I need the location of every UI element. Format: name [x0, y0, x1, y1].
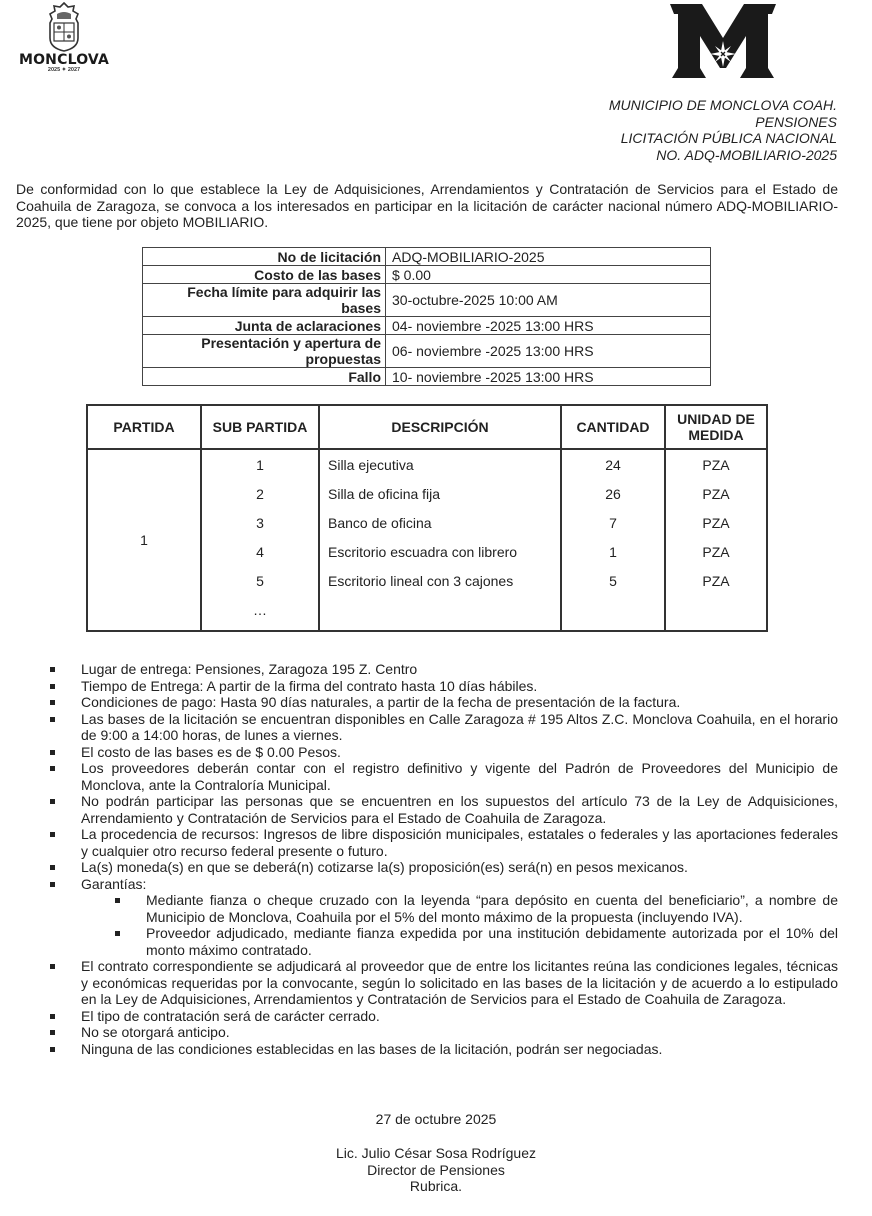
logo-years: 2025 ✦ 2027: [47, 67, 81, 73]
sub-partida-cell: 1: [256, 457, 264, 473]
cantidad-cell: 7: [609, 515, 617, 531]
descripcion-cell: Escritorio escuadra con librero: [328, 544, 518, 560]
info-row: [143, 266, 711, 284]
info-row: [143, 284, 711, 317]
sub-partida-cell: 2: [256, 486, 264, 502]
info-value: 10- noviembre -2025 13:00 HRS: [386, 368, 711, 386]
descripcion-cell: Banco de oficina: [328, 515, 432, 531]
list-item: El contrato correspondiente se adjudicará al proveedor que de entre los licitantes reúna las condiciones legales, técnicas y económicas requeridas por la convocante, según lo solicitado en las bases de la licitación y de acuerdo a lo estipulado en la Ley de Adquisiciones, Arrendamientos y Contratación de Servicios para el Estado de Coahuila de Zaragoza.: [45, 958, 838, 1008]
intro-paragraph: De conformidad con lo que establece la Ley de Adquisiciones, Arrendamientos y Contratación de Servicios para el Estado de Coahuila de Zaragoza, se convoca a los interesados en participar en la licitación de carácter nacional número ADQ-MOBILIARIO-2025, que tiene por objeto MOBILIARIO.: [16, 181, 838, 230]
info-value: ADQ-MOBILIARIO-2025: [386, 248, 711, 266]
monclova-logo: [14, 2, 114, 82]
header-cantidad: CANTIDAD: [561, 405, 665, 449]
signer-rubrica: Rubrica.: [409, 1178, 463, 1194]
cantidad-cell: 5: [609, 573, 617, 589]
list-item: Tiempo de Entrega: A partir de la firma del contrato hasta 10 días hábiles.: [45, 678, 838, 695]
info-row: [143, 368, 711, 386]
info-value: 04- noviembre -2025 13:00 HRS: [386, 317, 711, 335]
list-item: Garantías:: [45, 876, 838, 893]
unidad-cell: PZA: [702, 457, 730, 473]
cantidad-column: [561, 449, 665, 631]
info-label: Junta de aclaraciones: [143, 317, 386, 335]
pensiones-m-logo: [664, 2, 782, 80]
logo-city-name: MONCLOVA: [18, 52, 110, 68]
sub-partida-cell: 4: [256, 544, 264, 560]
list-item: El tipo de contratación será de carácter cerrado.: [45, 1008, 838, 1025]
sub-partida-ellipsis: …: [253, 602, 267, 618]
header-unidad-medida: UNIDAD DE MEDIDA: [665, 405, 767, 449]
list-item: La procedencia de recursos: Ingresos de libre disposición municipales, estatales o federales y las aportaciones federales y cualquier otro recurso federal presente o futuro.: [45, 826, 838, 859]
cantidad-cell: 24: [605, 457, 621, 473]
partidas-table: [86, 404, 768, 632]
info-value: 06- noviembre -2025 13:00 HRS: [386, 335, 711, 368]
sub-list-item: Mediante fianza o cheque cruzado con la leyenda “para depósito en cuenta del beneficiario”, a nombre de Municipio de Monclova, Coahuila por el 5% del monto máximo de la propuesta (incluyendo IVA).: [45, 892, 838, 925]
info-value: $ 0.00: [386, 266, 711, 284]
sub-partida-cell: 3: [256, 515, 264, 531]
list-item: Condiciones de pago: Hasta 90 días naturales, a partir de la fecha de presentación de la factura.: [45, 694, 838, 711]
info-label: Costo de las bases: [143, 266, 386, 284]
conditions-list: [45, 661, 838, 1057]
list-item: Ninguna de las condiciones establecidas en las bases de la licitación, podrán ser negociadas.: [45, 1041, 838, 1058]
unidad-cell: PZA: [702, 486, 730, 502]
descripcion-cell: Escritorio lineal con 3 cajones: [328, 573, 514, 589]
licitacion-info-table: [142, 247, 711, 386]
info-label: No de licitación: [143, 248, 386, 266]
signer-title: Director de Pensiones: [367, 1161, 505, 1178]
unidad-column: [665, 449, 767, 631]
unidad-cell: PZA: [702, 515, 730, 531]
document-header: [609, 97, 837, 163]
sub-partida-cell: 5: [256, 573, 264, 589]
table-header-row: [87, 405, 767, 449]
list-item: Los proveedores deberán contar con el registro definitivo y vigente del Padrón de Proveedores del Municipio de Monclova, ante la Contraloría Municipal.: [45, 760, 838, 793]
signer-name: Lic. Julio César Sosa Rodríguez: [336, 1145, 536, 1161]
list-item: No se otorgará anticipo.: [45, 1024, 838, 1041]
descripcion-column: [319, 449, 561, 631]
list-item: Las bases de la licitación se encuentran disponibles en Calle Zaragoza # 195 Altos Z.C. Monclova Coahuila, en el horario de 9:00 a 14:00 horas, de lunes a viernes.: [45, 711, 838, 744]
list-item: La(s) moneda(s) en que se deberá(n) cotizarse la(s) proposición(es) será(n) en pesos mexicanos.: [45, 859, 838, 876]
cantidad-cell: 1: [609, 544, 617, 560]
descripcion-cell: Silla de oficina fija: [328, 486, 441, 502]
header-sub-partida: SUB PARTIDA: [201, 405, 319, 449]
info-label: Fallo: [143, 368, 386, 386]
info-value: 30-octubre-2025 10:00 AM: [386, 284, 711, 317]
info-label: Fecha límite para adquirir las bases: [143, 284, 386, 317]
descripcion-cell: Silla ejecutiva: [328, 457, 414, 473]
info-row: [143, 317, 711, 335]
header-partida: PARTIDA: [87, 405, 201, 449]
coat-of-arms-icon: [47, 2, 81, 52]
header-descripcion: DESCRIPCIÓN: [319, 405, 561, 449]
sub-partida-column: [201, 449, 319, 631]
info-row: [143, 335, 711, 368]
list-item: El costo de las bases es de $ 0.00 Pesos.: [45, 744, 838, 761]
unidad-cell: PZA: [702, 573, 730, 589]
header-licitacion-numero: NO. ADQ-MOBILIARIO-2025: [656, 146, 837, 163]
table-body-row: [87, 449, 767, 631]
header-municipio: MUNICIPIO DE MONCLOVA COAH.: [608, 97, 837, 113]
sub-list-item: Proveedor adjudicado, mediante fianza expedida por una institución debidamente autorizada por el 10% del monto máximo contratado.: [45, 925, 838, 958]
header-dependencia: PENSIONES: [755, 113, 837, 130]
list-item: No podrán participar las personas que se encuentren en los supuestos del artículo 73 de la Ley de Adquisiciones, Arrendamiento y Contratación de Servicios para el Estado de Coahuila de Zaragoza.: [45, 793, 838, 826]
closing-date: 27 de octubre 2025: [375, 1111, 497, 1127]
info-row: [143, 248, 711, 266]
signature-block: [0, 1145, 872, 1195]
m-star-logo-icon: [664, 2, 782, 80]
cantidad-cell: 26: [605, 486, 621, 502]
header-licitacion-tipo: LICITACIÓN PÚBLICA NACIONAL: [620, 130, 837, 146]
info-label: Presentación y apertura de propuestas: [143, 335, 386, 368]
unidad-cell: PZA: [702, 544, 730, 560]
list-item: Lugar de entrega: Pensiones, Zaragoza 195 Z. Centro: [45, 661, 838, 678]
partida-cell: 1: [87, 449, 201, 631]
